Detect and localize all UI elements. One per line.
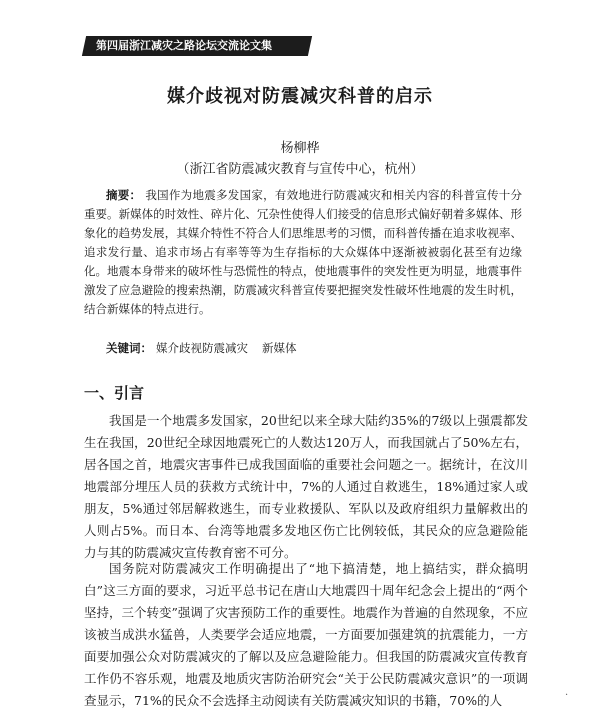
keyword-item: 新媒体: [262, 341, 297, 355]
section-heading: 一、引言: [84, 384, 145, 402]
margin-mark: ·: [565, 690, 569, 701]
abstract-label: 摘要：: [106, 188, 142, 202]
keywords: [106, 339, 526, 357]
keyword-item: 媒介歧视防震减灾: [156, 341, 248, 355]
author-affiliation: （浙江省防震减灾教育与宣传中心，杭州）: [176, 162, 424, 177]
author-name: 杨柳桦: [280, 141, 320, 156]
article-title: 媒介歧视对防震减灾科普的启示: [167, 86, 433, 107]
abstract-text: 我国作为地震多发国家，有效地进行防震减灾和相关内容的科普宣传十分重要。新媒体的时效性、碎片化、冗杂性使得人们接受的信息形式偏好朝着多媒体、形象化的趋势发展，其媒介特性不符合人们思维思考的习惯，而科普传播在追求收视率、追求发行量、追求市场占有率等等为生存指标的大众媒体中逐渐被被弱化甚至有边缘化。地震本身带来的破坏性与恐慌性的特点，使地震事件的突发性更为明显，地震事件激发了应急避险的搜索热潮，防震减灾科普宣传要把握突发性破坏性地震的发生时机，结合新媒体的特点进行。: [84, 188, 523, 316]
body-paragraph: 国务院对防震减灾工作明确提出了“地下搞清楚，地上搞结实，群众搞明白”这三方面的要求，习近平总书记在唐山大地震四十周年纪念会上提出的“两个坚持，三个转变”强调了灾害预防工作的重要性。地震作为普遍的自然现象，不应该被当成洪水猛兽，人类要学会适应地震，一方面要加强建筑的抗震能力，一方面要加强公众对防震减灾的了解以及应急避险能力。但我国的防震减灾宣传教育工作仍不容乐观，地震及地质灾害防治研究会“关于公民防震减灾意识”的一项调查显示，71%的民众不会选择主动阅读有关防震减灾知识的书籍，70%的人: [84, 561, 528, 708]
series-title: 第四届浙江减灾之路论坛交流论文集: [96, 39, 272, 52]
abstract: [84, 186, 522, 319]
keywords-label: 关键词：: [106, 341, 152, 355]
body-paragraph: 我国是一个地震多发国家，20世纪以来全球大陆约35%的7级以上强震都发生在我国，20世纪全球因地震死亡的人数达120万人，而我国就占了50%左右，居各国之首，地震灾害事件已成我国面临的重要社会问题之一。据统计，在汶川地震部分埋压人员的获救方式统计中，7%的人通过自救逃生，18%通过家人或朋友，5%通过邻居解救逃生，而专业救援队、军队以及政府组织力量解救出的人则占5%。而日本、台湾等地震多发地区伤亡比例较低，其民众的应急避险能力与其的防震减灾宣传教育密不可分。: [84, 413, 528, 560]
